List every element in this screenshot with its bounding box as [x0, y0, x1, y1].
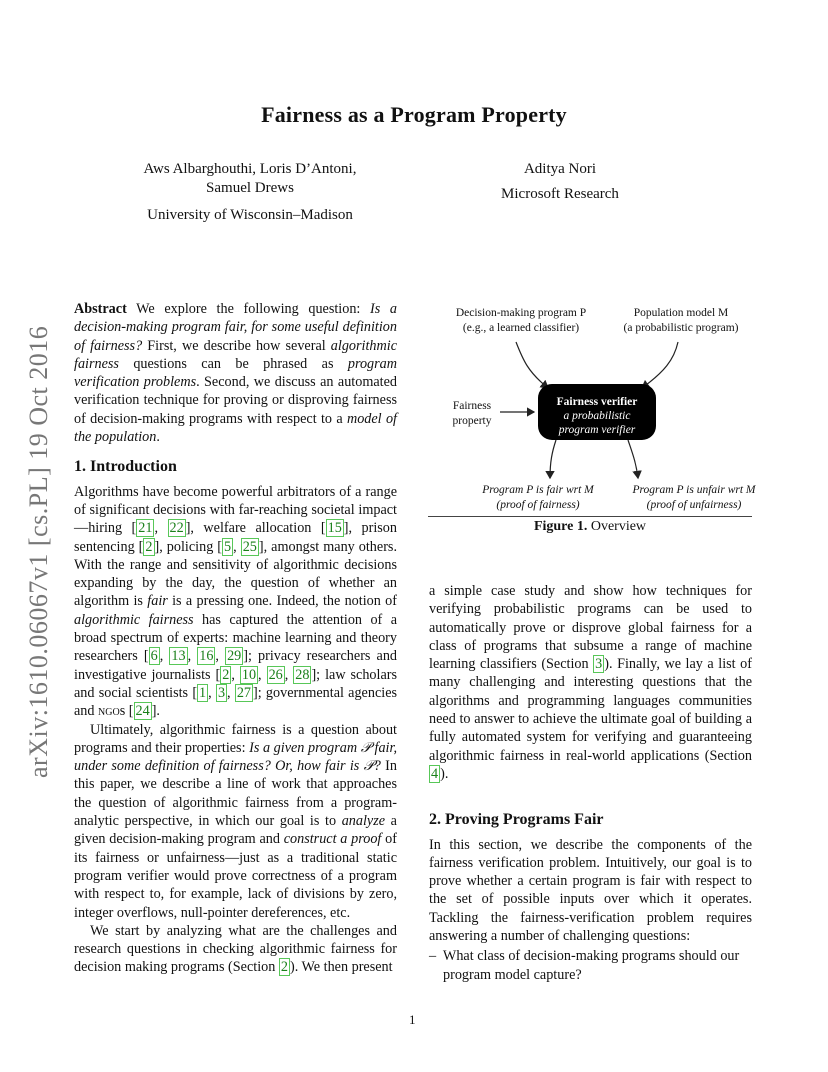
- node-fairness-property-line1: Fairness: [452, 400, 492, 412]
- question-list-item: – What class of decision-making programs should our program model capture?: [429, 948, 740, 983]
- arrow-model-to-verifier: [642, 342, 678, 388]
- node-fairness-property-line2: property: [452, 415, 492, 427]
- node-unfair-outcome-line1: Program P is unfair wrt M: [632, 484, 756, 496]
- section-link[interactable]: 2: [280, 959, 288, 976]
- intro-paragraph-2: Ultimately, algorithmic fairness is a question about programs and their properties: Is a given program 𝒫 fair, under some definition of fairness? Or, how fair is 𝒫? In this paper, we describe a line of work that approaches the question of algorithmic fairness from a program-analytic perspective, in which our goal is to analyze a given decision-making program and construct a proof of its fairness or unfairness—just as a traditional static program verifier would prove correctness of a program with respect to, for example, lack of divisions by zero, integer overflows, null-pointer dereferences, etc.: [74, 721, 398, 921]
- citation-link[interactable]: 29: [227, 648, 242, 665]
- citation-link[interactable]: 26: [268, 666, 283, 683]
- citation-link[interactable]: 1: [199, 684, 207, 701]
- citation-link[interactable]: 22: [169, 520, 184, 537]
- figure-1: [428, 300, 756, 540]
- citation-link[interactable]: 15: [327, 520, 342, 537]
- node-decision-program-line2: (e.g., a learned classifier): [462, 322, 580, 334]
- node-unfair-outcome-line2: (proof of unfairness): [646, 499, 742, 511]
- node-population-model-line1: Population model M: [633, 307, 729, 319]
- citation-link[interactable]: 5: [224, 538, 232, 555]
- node-decision-program: [446, 306, 596, 336]
- node-population-model: [606, 306, 756, 336]
- author-right-name: Aditya Nori: [523, 161, 597, 177]
- citation-link[interactable]: 16: [199, 648, 214, 665]
- citation-link[interactable]: 21: [138, 520, 153, 537]
- citation-link[interactable]: 28: [295, 666, 310, 683]
- arrow-verifier-to-fair: [550, 440, 556, 478]
- paper-title: Fairness as a Program Property: [261, 102, 567, 127]
- figure-caption-text: Overview: [590, 519, 647, 534]
- citation-link[interactable]: 10: [241, 666, 257, 683]
- node-fair-outcome: [458, 483, 618, 513]
- intro-paragraph-1: Algorithms have become powerful arbitrators of a range of significant decisions with far-reaching societal impact—hiring [ 21 , 22 ], welfare allocation [ 15 ], prison sentencing [ 2 ], policing [ 5 , 25 ], amongst many others. With the range and sensitivity of algorithmic decisions expanding by the day, the question of whether an algorithm is fair is a pressing one. Indeed, the notion of algorithmic fairness has captured the attention of a broad spectrum of experts: machine learning and theory researchers [ 6 , 13 , 16 , 29 ]; privacy researchers and investigative journalists [ 2 , 10 , 26 , 28 ]; law scholars and social scientists [ 1 , 3 , 27 ]; governmental agencies and ngos [ 24 ].: [74, 483, 398, 720]
- citation-link[interactable]: 3: [217, 684, 226, 701]
- intro-heading: 1. Introduction: [74, 458, 177, 476]
- authors-left-line2: Samuel Drews: [206, 180, 294, 196]
- arrow-program-to-verifier: [516, 342, 548, 388]
- node-fair-outcome-line1: Program P is fair wrt M: [482, 484, 594, 496]
- citation-link[interactable]: 13: [171, 648, 186, 665]
- intro-paragraph-3: We start by analyzing what are the challenges and research questions in checking algorithmic fairness for decision making programs (Section 2 ). We then present: [74, 922, 397, 976]
- page-number: 1: [409, 1012, 416, 1027]
- citation-link[interactable]: 24: [135, 703, 150, 720]
- authors-left: [120, 160, 380, 225]
- citation-link[interactable]: 25: [242, 538, 257, 555]
- proving-paragraph-1: In this section, we describe the components of the fairness verification problem. Intuitively, our goal is to prove whether a certain program is fair with respect to the set of possible inputs over which it operates. Tackling the fairness-verification problem requires answering a number of challenging questions:: [429, 836, 752, 945]
- node-decision-program-line1: Decision-making program P: [455, 307, 587, 319]
- arxiv-stamp: arXiv:1610.06067v1 [cs.PL] 19 Oct 2016: [24, 325, 53, 778]
- affiliation-right: Microsoft Research: [501, 186, 619, 202]
- section-link[interactable]: 3: [595, 656, 603, 673]
- node-unfair-outcome: [614, 483, 774, 513]
- section-link[interactable]: 4: [431, 765, 439, 782]
- fairness-verifier-box: [538, 384, 656, 440]
- authors-left-line1: Aws Albarghouthi, Loris D’Antoni,: [143, 161, 357, 177]
- right-column: [429, 582, 752, 984]
- arrow-verifier-to-unfair: [628, 440, 638, 478]
- figure-caption-label: Figure 1.: [533, 519, 588, 534]
- affiliation-left: University of Wisconsin–Madison: [147, 207, 353, 223]
- figure-rule: [428, 516, 752, 517]
- abstract: Abstract We explore the following question: Is a decision-making program fair, for some useful definition of fairness? First, we describe how several algorithmic fairness questions can be phrased as program verification problems. Second, we discuss an automated verification technique for proving or disproving fairness of decision-making programs with respect to a model of the population.: [74, 301, 398, 446]
- citation-link[interactable]: 27: [236, 684, 252, 701]
- verifier-sub-line1: a probabilistic: [563, 410, 631, 422]
- citation-link[interactable]: 6: [150, 648, 158, 665]
- left-column: [74, 300, 397, 977]
- node-population-model-line2: (a probabilistic program): [623, 322, 739, 334]
- verifier-sub-line2: program verifier: [558, 424, 636, 436]
- node-fair-outcome-line2: (proof of fairness): [496, 499, 580, 511]
- verifier-title: Fairness verifier: [556, 396, 638, 408]
- figure-caption: [428, 519, 752, 535]
- citation-link[interactable]: 2: [145, 538, 153, 555]
- node-fairness-property: [442, 399, 502, 429]
- proving-heading: 2. Proving Programs Fair: [429, 811, 604, 829]
- intro-paragraph-4: a simple case study and show how techniques for verifying probabilistic programs can be used to automatically prove or disprove global fairness for a class of programs that subsume a range of machine learning classifiers (Section 3 ). Finally, we lay a list of many challenging and interesting questions that the algorithms and programming languages communities need to answer to achieve the ultimate goal of building a fully automated system for verifying and guaranteeing algorithmic fairness in real-world applications (Section 4 ).: [429, 583, 752, 782]
- authors-right: [480, 160, 640, 204]
- citation-link[interactable]: 2: [222, 666, 230, 683]
